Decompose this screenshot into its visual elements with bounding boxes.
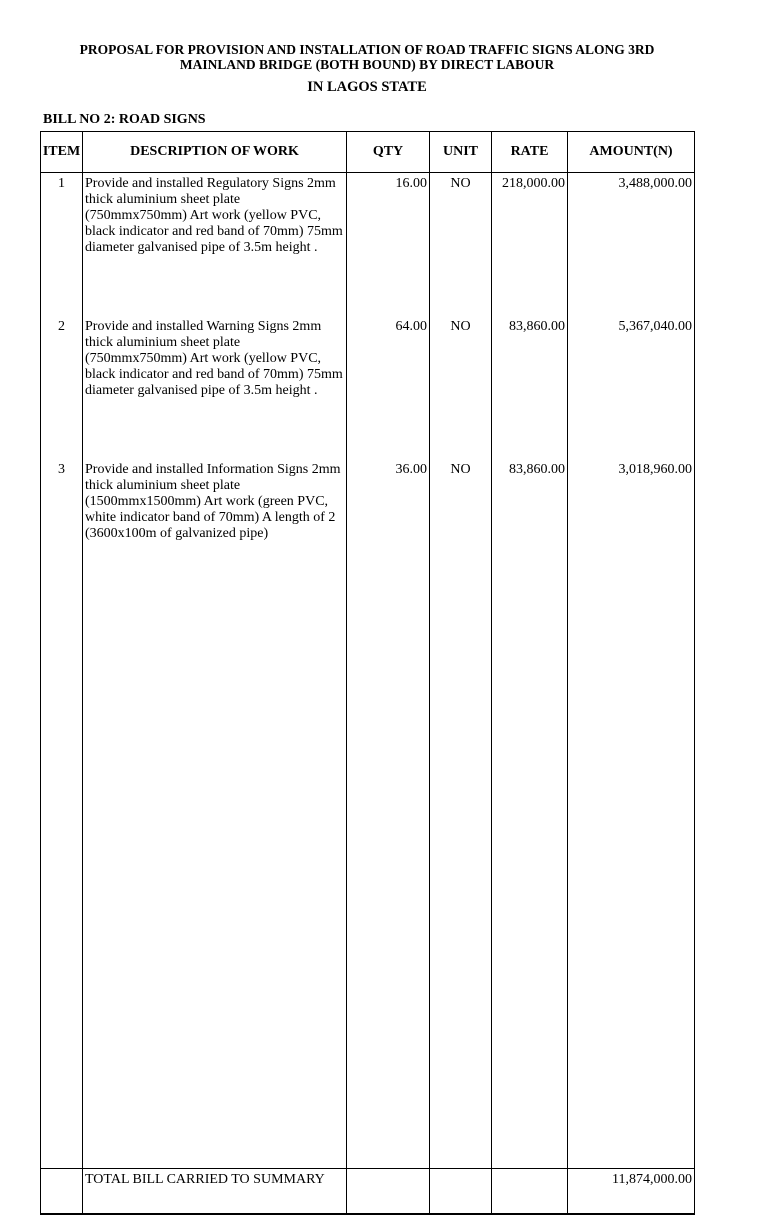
item-qty: 36.00	[347, 459, 430, 1169]
header-amount: AMOUNT(N)	[568, 132, 695, 173]
total-item-cell	[41, 1169, 83, 1215]
item-description: Provide and installed Information Signs 2mm thick aluminium sheet plate (1500mmx1500mm) Art work (green PVC, white indicator band of 70mm) A length of 2 (3600x100m of galvanized pipe)	[83, 459, 347, 1169]
item-qty: 64.00	[347, 316, 430, 459]
table-row	[41, 459, 695, 1169]
title-line-2: MAINLAND BRIDGE (BOTH BOUND) BY DIRECT LABOUR	[179, 57, 555, 72]
total-unit-cell	[430, 1169, 492, 1215]
item-rate: 83,860.00	[492, 316, 568, 459]
item-amount: 3,488,000.00	[568, 173, 695, 317]
table-row	[41, 173, 695, 317]
total-qty-cell	[347, 1169, 430, 1215]
item-number: 2	[41, 316, 83, 459]
bill-table	[40, 131, 695, 1215]
item-description: Provide and installed Warning Signs 2mm thick aluminium sheet plate (750mmx750mm) Art work (yellow PVC, black indicator and red band of 70mm) 75mm diameter galvanised pipe of 3.5m height .	[83, 316, 347, 459]
total-label: TOTAL BILL CARRIED TO SUMMARY	[83, 1169, 347, 1215]
item-amount: 3,018,960.00	[568, 459, 695, 1169]
total-row	[41, 1169, 695, 1215]
header-row	[41, 132, 695, 173]
item-unit: NO	[430, 173, 492, 317]
title-line-1: PROPOSAL FOR PROVISION AND INSTALLATION OF ROAD TRAFFIC SIGNS ALONG 3RD	[79, 42, 655, 57]
header-description: DESCRIPTION OF WORK	[83, 132, 347, 173]
header-rate: RATE	[492, 132, 568, 173]
item-unit: NO	[430, 316, 492, 459]
item-rate: 218,000.00	[492, 173, 568, 317]
header-item: ITEM	[41, 132, 83, 173]
item-description: Provide and installed Regulatory Signs 2mm thick aluminium sheet plate (750mmx750mm) Art work (yellow PVC, black indicator and red band of 70mm) 75mm diameter galvanised pipe of 3.5m height .	[83, 173, 347, 317]
table-row	[41, 316, 695, 459]
item-unit: NO	[430, 459, 492, 1169]
header-unit: UNIT	[430, 132, 492, 173]
bill-heading: BILL NO 2: ROAD SIGNS	[43, 112, 206, 127]
item-number: 1	[41, 173, 83, 317]
document-title	[40, 42, 694, 72]
total-amount: 11,874,000.00	[568, 1169, 695, 1215]
item-qty: 16.00	[347, 173, 430, 317]
header-qty: QTY	[347, 132, 430, 173]
title-line-3: IN LAGOS STATE	[307, 79, 427, 95]
item-rate: 83,860.00	[492, 459, 568, 1169]
total-rate-cell	[492, 1169, 568, 1215]
item-amount: 5,367,040.00	[568, 316, 695, 459]
item-number: 3	[41, 459, 83, 1169]
